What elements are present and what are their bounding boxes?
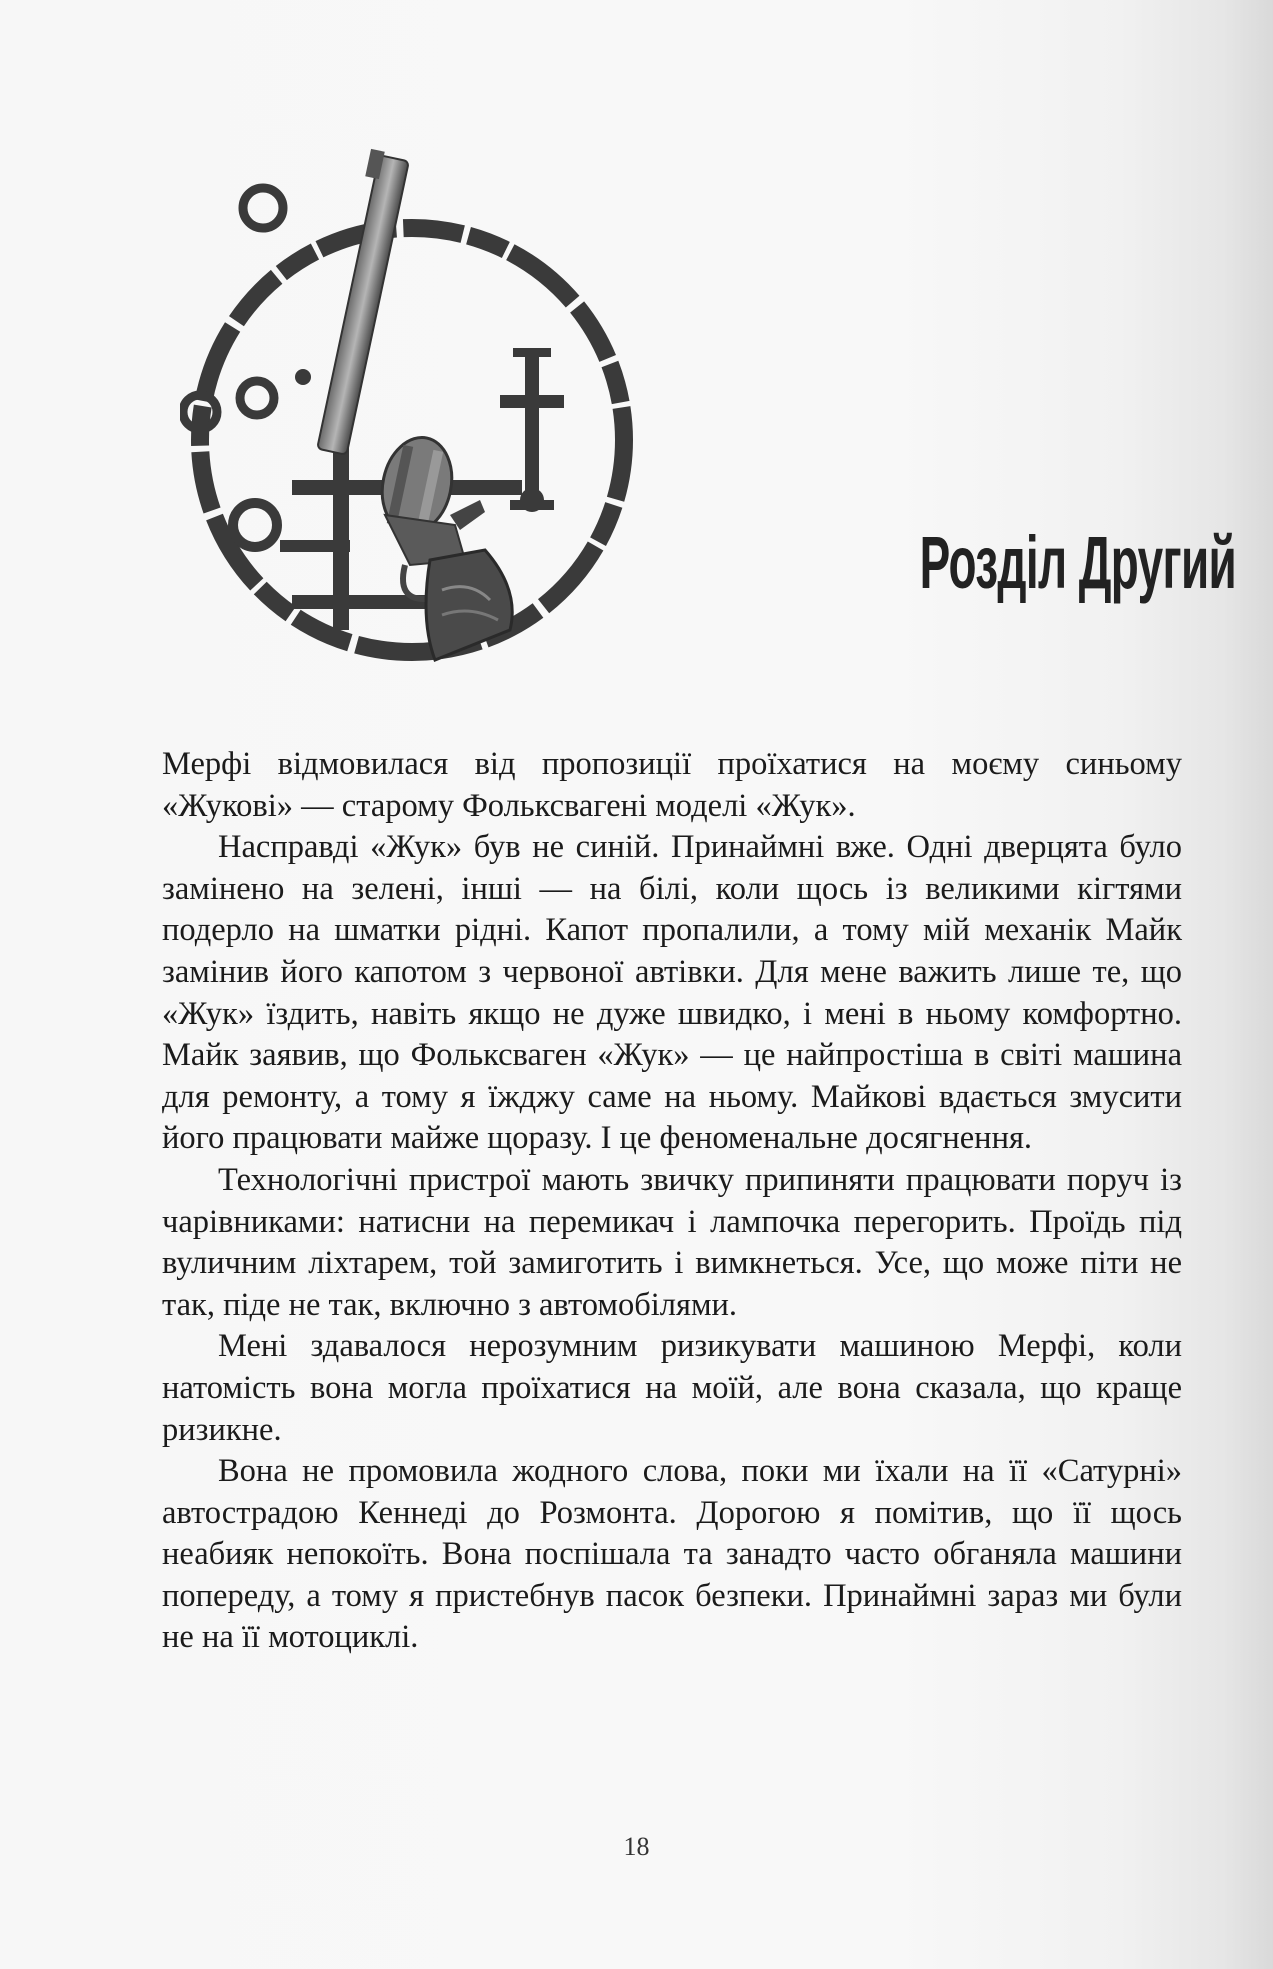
page-number: 18: [623, 1832, 650, 1861]
paragraph: Технологічні пристрої мають звичку припиняти працювати поруч із чарівниками: натисни на перемикач і лампочка перегорить. Проїдь під вуличним ліхтарем, той замиготить і вимкнеться. Усе, що може піти не так, піде не так, включно з автомобілями.: [162, 1161, 1182, 1323]
paragraph: Мені здавалося нерозумним ризикувати машиною Мерфі, коли натомість вона могла проїхатися на моїй, але вона сказала, що краще ризикне.: [162, 1328, 1182, 1448]
paragraph: Мерфі відмовилася від пропозиції проїхатися на моєму синьому «Жукові» — старому Фольксвагені моделі «Жук».: [162, 746, 1182, 824]
paragraph: Насправді «Жук» був не синій. Принаймні вже. Одні дверцята було замінено на зелені, інші — на білі, коли щось із великими кігтями подерло на шматки рідні. Капот пропалили, а тому мій механік Майк замінив його капотом з червоної автівки. Для мене важить лише те, що «Жук» їздить, навіть якщо не дуже швидко, і мені в ньому комфортно. Майк заявив, що Фольксваген «Жук» — це найпростіша в світі машина для ремонту, а тому я їжджу саме на ньому. Майкові вдається змусити його працювати майже щоразу. І це феноменальне досягнення.: [162, 829, 1182, 1157]
body-text: [162, 744, 1182, 1659]
paragraph: Вона не промовила жодного слова, поки ми їхали на її «Сатурні» автострадою Кеннеді до Розмонта. Дорогою я помітив, що її щось неабияк непокоїть. Вона поспішала та занадто часто обганяла машини попереду, а тому я пристебнув пасок безпеки. Принаймні зараз ми були не на її мотоциклі.: [162, 1453, 1182, 1656]
chapter-emblem-revolver-sigil: [180, 120, 650, 680]
chapter-title: Розділ Другий: [919, 521, 1237, 604]
